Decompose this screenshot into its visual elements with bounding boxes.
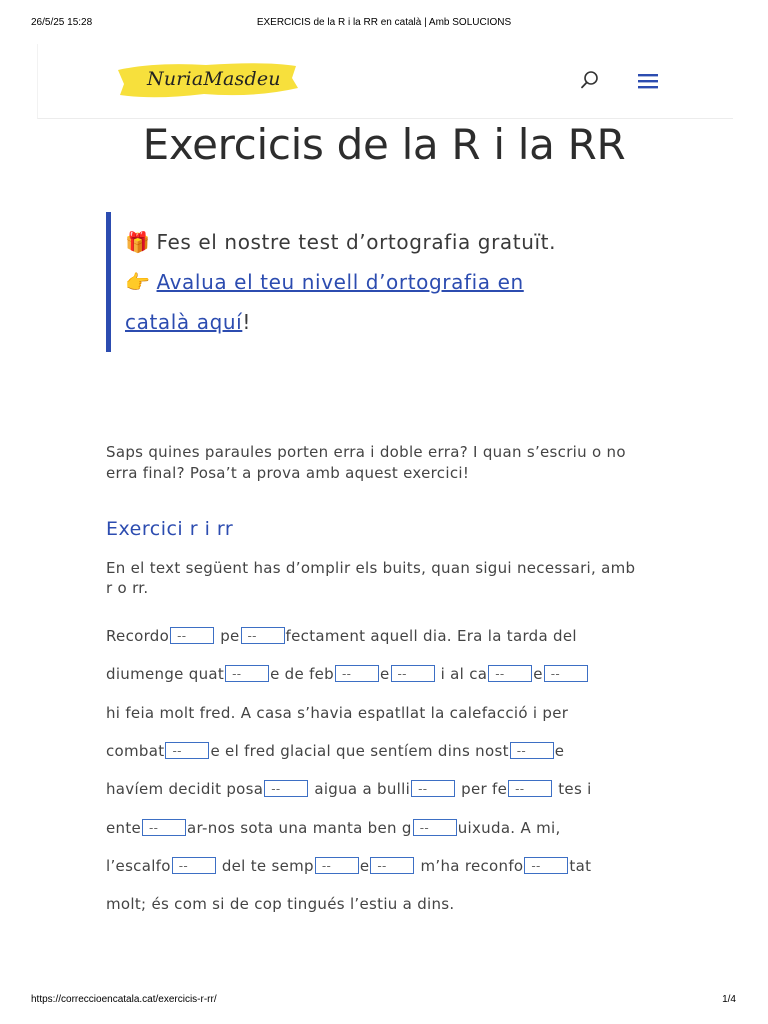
exercise-text: ar-nos sota una manta ben g	[187, 819, 412, 837]
print-title: EXERCICIS de la R i la RR en català | Amb SOLUCIONS	[256, 17, 512, 28]
exercise-text: tat	[569, 857, 592, 875]
promo-line-3	[125, 310, 251, 334]
exercise-text: molt; és com si de cop tingués l’estiu a dins.	[106, 895, 455, 913]
exercise-text: del te semp	[221, 857, 314, 875]
blank-input[interactable]: --	[241, 627, 285, 644]
exercise-line-8	[106, 893, 455, 915]
exercise-text: e	[359, 857, 370, 875]
exercise-text: fectament aquell dia. Era la tarda del	[285, 627, 577, 645]
site-logo[interactable]	[114, 58, 300, 102]
exercise-text: i al ca	[440, 665, 488, 683]
exercise-text: per fe	[461, 780, 508, 798]
section-title: Exercici r i rr	[106, 518, 234, 540]
blank-input[interactable]: --	[510, 742, 554, 759]
promo-callout	[106, 212, 631, 352]
print-url: https://correccioencatala.cat/exercicis-r-rr/	[31, 994, 217, 1005]
exercise-line-6	[106, 817, 561, 839]
exercise-text: e	[380, 665, 390, 683]
exercise-text: m’ha reconfo	[420, 857, 524, 875]
blank-input[interactable]: --	[170, 627, 214, 644]
blank-input[interactable]: --	[413, 819, 457, 836]
test-link-part2[interactable]: català aquí	[125, 310, 243, 334]
blank-input[interactable]: --	[544, 665, 588, 682]
exercise-text: e de feb	[270, 665, 335, 683]
exercise-line-3	[106, 702, 568, 724]
promo-suffix: !	[242, 310, 251, 334]
site-header	[37, 44, 733, 119]
blank-input[interactable]: --	[391, 665, 435, 682]
search-icon[interactable]	[580, 70, 600, 90]
hamburger-menu-icon[interactable]	[637, 71, 659, 91]
blank-input[interactable]: --	[488, 665, 532, 682]
exercise-text: tes i	[558, 780, 592, 798]
exercise-text: diumenge quat	[106, 665, 225, 683]
exercise-line-7	[106, 855, 591, 877]
blank-input[interactable]: --	[508, 780, 552, 797]
blank-input[interactable]: --	[264, 780, 308, 797]
blank-input[interactable]: --	[165, 742, 209, 759]
test-link-part1[interactable]: Avalua el teu nivell d’ortografia en	[156, 270, 524, 294]
blank-input[interactable]: --	[315, 857, 359, 874]
exercise-text: combat	[106, 742, 165, 760]
print-footer	[0, 994, 768, 1008]
logo-text: NuriaMasdeu	[147, 68, 281, 90]
exercise-line-5	[106, 778, 592, 800]
promo-line-2	[125, 270, 524, 294]
intro-paragraph: Saps quines paraules porten erra i doble erra? I quan s’escriu o no erra final? Posa’t a prova amb aquest exercici!	[106, 443, 626, 482]
blank-input[interactable]: --	[411, 780, 455, 797]
blank-input[interactable]: --	[524, 857, 568, 874]
print-header	[0, 17, 768, 31]
print-date: 26/5/25 15:28	[31, 17, 93, 28]
exercise-text: hi feia molt fred. A casa s’havia espatllat la calefacció i per	[106, 704, 569, 722]
exercise-text: e	[533, 665, 543, 683]
blank-input[interactable]: --	[172, 857, 216, 874]
exercise-text: pe	[220, 627, 240, 645]
print-page-number: 1/4	[722, 994, 736, 1005]
exercise-text: l’escalfo	[106, 857, 171, 875]
exercise-text: ente	[106, 819, 142, 837]
exercise-text: aigua a bulli	[314, 780, 411, 798]
pointing-hand-icon: 👉	[125, 270, 151, 294]
promo-text: Fes el nostre test d’ortografia gratuït.	[156, 230, 557, 254]
exercise-text: uixuda. A mi,	[457, 819, 561, 837]
promo-line-1	[125, 230, 556, 254]
page-title: Exercicis de la R i la RR	[142, 120, 626, 169]
blank-input[interactable]: --	[370, 857, 414, 874]
exercise-line-2	[106, 663, 589, 685]
exercise-line-4	[106, 740, 564, 762]
blank-input[interactable]: --	[142, 819, 186, 836]
exercise-text: e	[554, 742, 565, 760]
blank-input[interactable]: --	[225, 665, 269, 682]
blank-input[interactable]: --	[335, 665, 379, 682]
exercise-text: Recordo	[106, 627, 170, 645]
exercise-text: havíem decidit posa	[106, 780, 264, 798]
gift-icon: 🎁	[125, 230, 151, 254]
exercise-line-1	[106, 625, 577, 647]
instructions-paragraph: En el text següent has d’omplir els buits, quan sigui necessari, amb r o rr.	[106, 559, 636, 597]
exercise-text: e el fred glacial que sentíem dins nost	[210, 742, 509, 760]
